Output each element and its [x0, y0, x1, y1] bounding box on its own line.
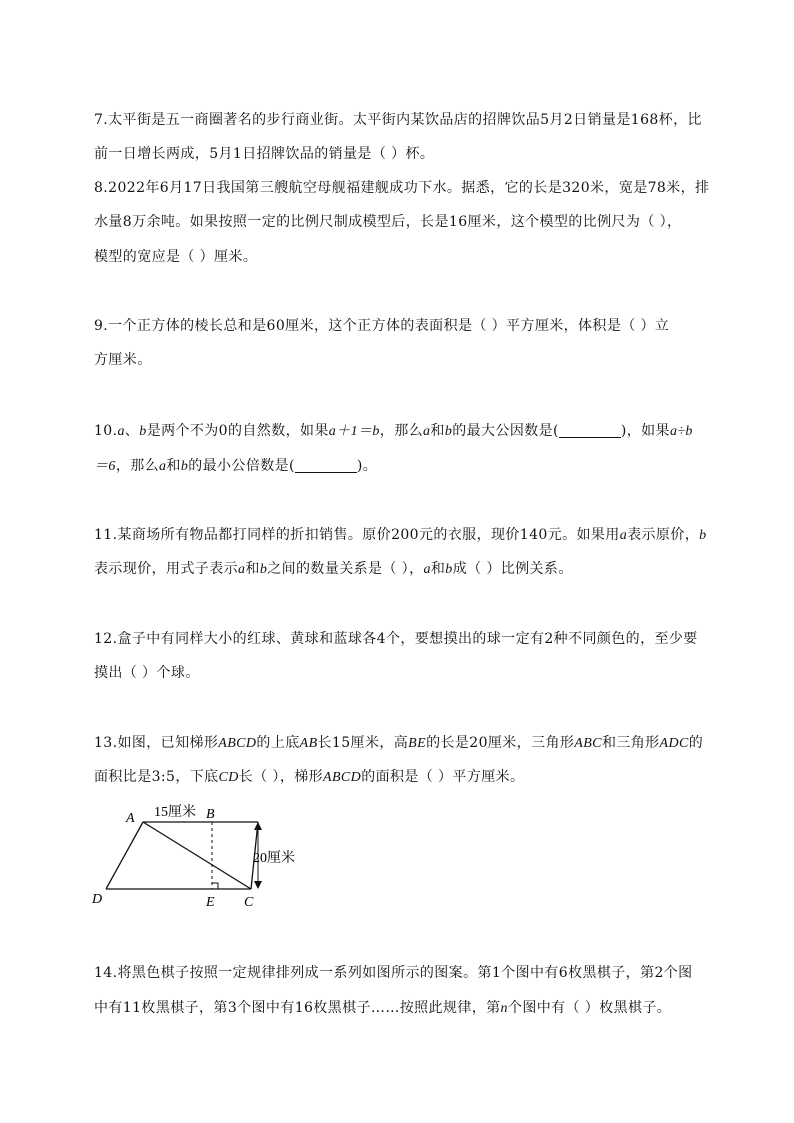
q8-line3: 模型的宽应是（ ）厘米。: [94, 249, 258, 265]
q11-line1: 11.某商场所有物品都打同样的折扣销售。原价200元的衣服，现价140元。如果用a表示原价，b: [94, 527, 707, 543]
q13-line2: 面积比是3:5，下底CD长（ ），梯形ABCD的面积是（ ）平方厘米。: [94, 769, 525, 785]
q11-line2: 表示现价，用式子表示a和b之间的数量关系是（ ），a和b成（ ）比例关系。: [94, 561, 573, 577]
label-b: B: [206, 807, 215, 822]
q7-line1: 7.太平街是五一商圈著名的步行商业街。太平街内某饮品店的招牌饮品5月2日销量是168杯，比: [94, 112, 702, 128]
q14-line1: 14.将黑色棋子按照一定规律排列成一系列如图所示的图案。第1个图中有6枚黑棋子，第2个图: [94, 965, 693, 981]
arrow-down-icon: [254, 881, 262, 889]
q14-line2: 中有11枚黑棋子，第3个图中有16枚黑棋子……按照此规律，第n个图中有（ ）枚黑棋子。: [94, 1000, 672, 1016]
right-angle-marker: [212, 883, 218, 889]
trapezoid-figure: [88, 800, 318, 912]
top-length-label: 15厘米: [154, 805, 196, 820]
height-length-label: 20厘米: [253, 851, 295, 866]
q9-line2: 方厘米。: [94, 352, 152, 368]
label-d: D: [92, 892, 103, 907]
q10-line2: ＝6，那么a和b的最小公倍数是( )。: [94, 458, 378, 474]
q9-line1: 9.一个正方体的棱长总和是60厘米，这个正方体的表面积是（ ）平方厘米，体积是（ ）立: [94, 318, 670, 334]
q12-line2: 摸出（ ）个球。: [94, 665, 200, 681]
label-c: C: [244, 895, 254, 910]
q10-line1: 10.a、b是两个不为0的自然数，如果a＋1＝b，那么a和b的最大公因数是( )，如果a÷b: [94, 423, 693, 439]
q12-line1: 12.盒子中有同样大小的红球、黄球和蓝球各4个，要想摸出的球一定有2种不同颜色的，至少要: [94, 631, 698, 647]
label-a: A: [126, 811, 135, 826]
arrow-up-icon: [254, 822, 262, 830]
answer-blank[interactable]: [559, 423, 621, 438]
q8-line2: 水量8万余吨。如果按照一定的比例尺制成模型后，长是16厘米，这个模型的比例尺为（ ），: [94, 214, 682, 230]
label-e: E: [206, 895, 215, 910]
q13-line1: 13.如图，已知梯形ABCD的上底AB长15厘米，高BE的长是20厘米，三角形ABC和三角形ADC的: [94, 735, 704, 751]
answer-blank[interactable]: [295, 458, 357, 473]
diagonal-ac: [143, 822, 251, 889]
q8-line1: 8.2022年6月17日我国第三艘航空母舰福建舰成功下水。据悉，它的长是320米，宽是78米，排: [94, 180, 710, 196]
edge-da: [106, 822, 143, 889]
q7-line2: 前一日增长两成，5月1日招牌饮品的销量是（ ）杯。: [94, 146, 435, 162]
